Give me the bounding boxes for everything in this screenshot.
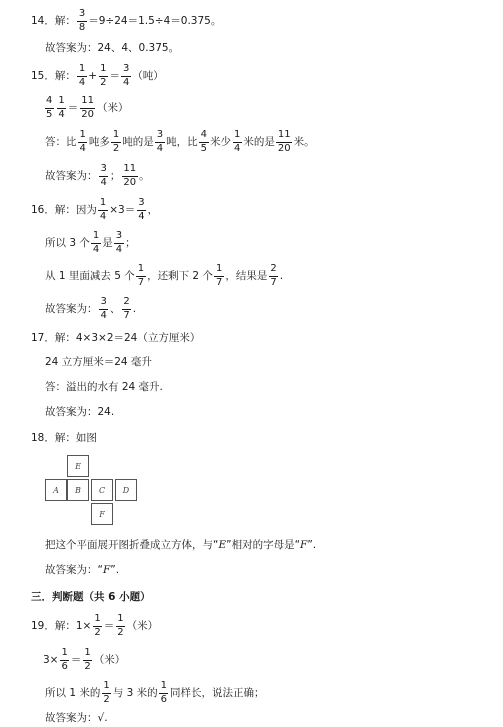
fraction: $\frac{11}{20}$ <box>81 95 94 120</box>
fraction: $\frac{1}{2}$ <box>117 613 124 638</box>
p18-line1: 18．解：如图 <box>31 432 97 444</box>
text: 、 <box>109 302 121 315</box>
fraction: $\frac{1}{6}$ <box>160 680 167 705</box>
text: ； <box>125 236 136 249</box>
text: 3× <box>43 653 59 666</box>
net-cell-c: C <box>91 479 113 501</box>
net-cell-a: A <box>45 479 67 501</box>
equals: ＝ <box>67 101 79 114</box>
p17-answer: 故答案为：24. <box>45 406 115 418</box>
fraction: $\frac{1}{2}$ <box>84 647 91 672</box>
text: ”. <box>307 539 317 551</box>
fraction: $\frac{1}{2}$ <box>112 129 120 154</box>
p15-answer-sentence <box>45 130 315 154</box>
fraction: $\frac{1}{4}$ <box>79 129 86 154</box>
fraction: $\frac{4}{5}$ <box>200 129 207 154</box>
letter-f: F <box>300 539 308 551</box>
fraction: $\frac{2}{7}$ <box>123 296 130 321</box>
p19-line1 <box>31 614 158 638</box>
letter-e: E <box>218 539 227 551</box>
p14-line <box>31 9 221 33</box>
p17-line2: 24 立方厘米＝24 毫升 <box>45 356 152 368</box>
text: . <box>279 269 284 282</box>
text: ， <box>147 203 159 216</box>
fraction: $\frac{3}{4}$ <box>138 197 145 222</box>
cube-net-diagram <box>45 455 140 525</box>
text: . <box>132 302 137 315</box>
p14-answer: 故答案为：24、4、0.375。 <box>45 42 180 54</box>
text: 是 <box>102 236 113 249</box>
operator: + <box>88 69 98 82</box>
text: ”相对的字母是“ <box>226 539 301 551</box>
net-cell-f: F <box>91 503 113 525</box>
fraction: $\frac{1}{6}$ <box>61 647 68 672</box>
fraction: $\frac{3}{4}$ <box>122 63 130 88</box>
text: 米少 <box>210 135 231 148</box>
p15-line1 <box>31 64 164 88</box>
text: ，结果是 <box>225 269 268 282</box>
fraction: $\frac{2}{7}$ <box>270 263 277 288</box>
text: ； <box>109 169 121 182</box>
text: 所以 3 个 <box>45 236 90 249</box>
text: 把这个平面展开图折叠成立方体，与“ <box>45 539 219 551</box>
text: 吨，比 <box>166 135 198 148</box>
equals: ＝ <box>70 653 82 666</box>
section-title: 三．判断题（共 6 小题） <box>31 591 151 603</box>
fraction: $\frac{1}{4}$ <box>99 197 107 222</box>
fraction: $\frac{3}{4}$ <box>156 129 164 154</box>
p15-label: 15．解： <box>31 69 76 82</box>
fraction: $\frac{1}{2}$ <box>94 613 101 638</box>
p16-label: 16．解：因为 <box>31 203 97 216</box>
fraction: $\frac{1}{2}$ <box>103 680 110 705</box>
letter-f: F <box>102 564 111 576</box>
text: ，还剩下 2 个 <box>147 269 213 282</box>
p15-final-answer <box>45 164 150 188</box>
text: ×3＝ <box>109 203 136 216</box>
fraction: $\frac{3}{4}$ <box>100 163 107 188</box>
p17-line3: 答：溢出的水有 24 毫升. <box>45 381 163 393</box>
fraction: $\frac{11}{20}$ <box>277 129 291 154</box>
p16-final-answer <box>45 297 136 321</box>
unit: （吨） <box>132 69 164 82</box>
fraction: $\frac{11}{20}$ <box>123 163 137 188</box>
fraction: $\frac{1}{4}$ <box>78 63 86 88</box>
p19-line3 <box>45 681 264 705</box>
p19-line2 <box>43 648 125 672</box>
p16-line2 <box>45 231 136 255</box>
p16-line1 <box>31 198 158 222</box>
p19-answer: 故答案为：√. <box>45 712 108 724</box>
text: 故答案为：“ <box>45 564 103 576</box>
fraction: $\frac{4}{5}$ <box>46 95 53 120</box>
text: 。 <box>139 169 150 182</box>
p14-expression: ＝9÷24＝1.5÷4＝0.375。 <box>88 14 222 27</box>
text: 米。 <box>293 135 315 148</box>
text: 故答案为： <box>45 169 98 182</box>
unit: （米） <box>126 619 159 632</box>
text: 吨多 <box>88 135 110 148</box>
text: 所以 1 米的 <box>45 686 101 699</box>
fraction: $\frac{1}{7}$ <box>215 263 223 288</box>
fraction: $\frac{3}{4}$ <box>100 296 107 321</box>
text: 故答案为： <box>45 302 98 315</box>
fraction: $\frac{1}{4}$ <box>58 95 65 120</box>
unit: （米） <box>96 101 129 114</box>
p18-answer <box>45 565 119 576</box>
text: 吨的是 <box>122 135 154 148</box>
fraction: $\frac{1}{7}$ <box>137 263 145 288</box>
net-cell-b: B <box>67 479 89 501</box>
unit: （米） <box>93 653 126 666</box>
equals: ＝ <box>103 619 115 632</box>
fraction: $\frac{3}{4}$ <box>115 230 123 255</box>
net-cell-e: E <box>67 455 89 477</box>
p14-fraction: $\frac{3}{8}$ <box>78 8 86 33</box>
text: 米的是 <box>243 135 275 148</box>
fraction: $\frac{1}{4}$ <box>92 230 100 255</box>
text: 从 1 里面减去 5 个 <box>45 269 135 282</box>
text: 与 3 米的 <box>112 686 158 699</box>
p18-description <box>45 540 316 551</box>
p17-line1: 17．解：4×3×2＝24（立方厘米） <box>31 332 201 344</box>
equals: ＝ <box>109 69 120 82</box>
fraction: $\frac{1}{2}$ <box>100 63 107 88</box>
p15-line2 <box>43 96 128 120</box>
text: 同样长，说法正确； <box>169 686 265 699</box>
p14-label: 14．解： <box>31 14 76 27</box>
p19-label: 19．解：1× <box>31 619 92 632</box>
p16-line3 <box>45 264 283 288</box>
fraction: $\frac{1}{4}$ <box>234 129 241 154</box>
text: 答：比 <box>45 135 77 148</box>
net-cell-d: D <box>115 479 137 501</box>
text: ”. <box>110 564 120 576</box>
